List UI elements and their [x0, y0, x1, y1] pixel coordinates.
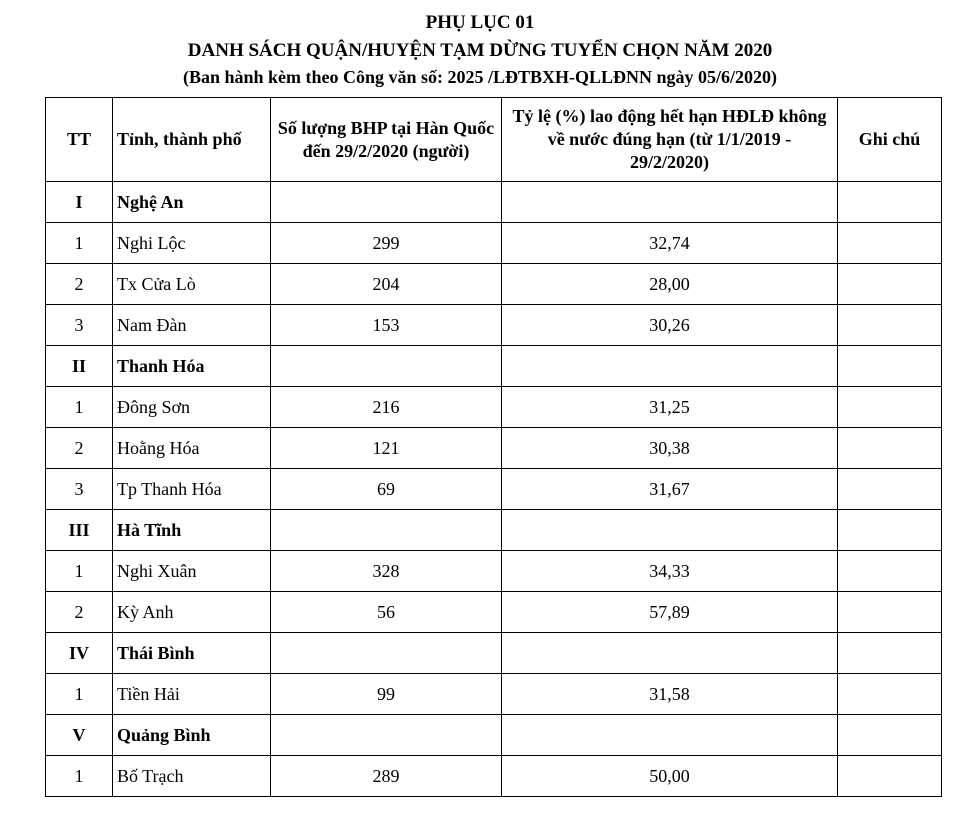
province-name: Hà Tĩnh [113, 510, 271, 551]
row-number: 1 [46, 756, 113, 797]
district-row [46, 264, 942, 305]
district-row [46, 592, 942, 633]
province-name: Nghệ An [113, 182, 271, 223]
row-number: 3 [46, 305, 113, 346]
group-number: I [46, 182, 113, 223]
overstay-rate: 32,74 [502, 223, 838, 264]
group-rate-cell [502, 510, 838, 551]
district-name: Nghi Xuân [113, 551, 271, 592]
province-name: Thanh Hóa [113, 346, 271, 387]
district-name: Đông Sơn [113, 387, 271, 428]
note-cell [838, 674, 942, 715]
worker-count: 121 [271, 428, 502, 469]
row-number: 1 [46, 674, 113, 715]
table-body [46, 182, 942, 797]
province-name: Thái Bình [113, 633, 271, 674]
worker-count: 289 [271, 756, 502, 797]
district-row [46, 551, 942, 592]
group-note-cell [838, 633, 942, 674]
province-name: Quảng Bình [113, 715, 271, 756]
worker-count: 69 [271, 469, 502, 510]
district-name: Bố Trạch [113, 756, 271, 797]
group-note-cell [838, 346, 942, 387]
overstay-rate: 28,00 [502, 264, 838, 305]
overstay-rate: 57,89 [502, 592, 838, 633]
province-group-row [46, 633, 942, 674]
group-workers-cell [271, 510, 502, 551]
district-name: Tiền Hải [113, 674, 271, 715]
group-note-cell [838, 182, 942, 223]
issuance-note: (Ban hành kèm theo Công văn số: 2025 /LĐTBXH-QLLĐNN ngày 05/6/2020) [182, 67, 778, 87]
worker-count: 153 [271, 305, 502, 346]
province-group-row [46, 715, 942, 756]
group-note-cell [838, 510, 942, 551]
district-name: Kỳ Anh [113, 592, 271, 633]
note-cell [838, 387, 942, 428]
district-name: Tp Thanh Hóa [113, 469, 271, 510]
group-number: III [46, 510, 113, 551]
province-group-row [46, 346, 942, 387]
document-subtitle: DANH SÁCH QUẬN/HUYỆN TẠM DỪNG TUYỂN CHỌN NĂM 2020 [187, 40, 773, 61]
table-header-row [46, 98, 942, 182]
note-cell [838, 428, 942, 469]
province-group-row [46, 182, 942, 223]
row-number: 2 [46, 264, 113, 305]
row-number: 3 [46, 469, 113, 510]
province-group-row [46, 510, 942, 551]
row-number: 1 [46, 223, 113, 264]
district-row [46, 387, 942, 428]
worker-count: 328 [271, 551, 502, 592]
overstay-rate: 31,67 [502, 469, 838, 510]
header-tt: TT [46, 98, 113, 182]
group-number: II [46, 346, 113, 387]
district-name: Tx Cửa Lò [113, 264, 271, 305]
header-province: Tỉnh, thành phố [113, 98, 271, 182]
group-rate-cell [502, 182, 838, 223]
overstay-rate: 31,25 [502, 387, 838, 428]
note-cell [838, 305, 942, 346]
header-rate: Tỷ lệ (%) lao động hết hạn HĐLĐ không về nước đúng hạn (từ 1/1/2019 - 29/2/2020) [502, 98, 838, 182]
header-note: Ghi chú [838, 98, 942, 182]
row-number: 2 [46, 428, 113, 469]
district-row [46, 305, 942, 346]
note-cell [838, 469, 942, 510]
note-cell [838, 551, 942, 592]
group-workers-cell [271, 182, 502, 223]
group-number: V [46, 715, 113, 756]
group-workers-cell [271, 346, 502, 387]
district-name: Nghi Lộc [113, 223, 271, 264]
overstay-rate: 30,26 [502, 305, 838, 346]
district-name: Hoằng Hóa [113, 428, 271, 469]
row-number: 2 [46, 592, 113, 633]
group-note-cell [838, 715, 942, 756]
header-workers: Số lượng BHP tại Hàn Quốc đến 29/2/2020 (người) [271, 98, 502, 182]
group-rate-cell [502, 633, 838, 674]
overstay-rate: 30,38 [502, 428, 838, 469]
note-cell [838, 592, 942, 633]
group-workers-cell [271, 715, 502, 756]
district-list-table [45, 97, 942, 797]
district-row [46, 756, 942, 797]
row-number: 1 [46, 387, 113, 428]
group-rate-cell [502, 715, 838, 756]
note-cell [838, 223, 942, 264]
overstay-rate: 34,33 [502, 551, 838, 592]
group-rate-cell [502, 346, 838, 387]
group-workers-cell [271, 633, 502, 674]
overstay-rate: 50,00 [502, 756, 838, 797]
district-row [46, 674, 942, 715]
district-name: Nam Đàn [113, 305, 271, 346]
note-cell [838, 756, 942, 797]
worker-count: 99 [271, 674, 502, 715]
appendix-title: PHỤ LỤC 01 [425, 12, 535, 33]
worker-count: 204 [271, 264, 502, 305]
worker-count: 299 [271, 223, 502, 264]
worker-count: 216 [271, 387, 502, 428]
district-row [46, 428, 942, 469]
worker-count: 56 [271, 592, 502, 633]
district-row [46, 223, 942, 264]
group-number: IV [46, 633, 113, 674]
overstay-rate: 31,58 [502, 674, 838, 715]
row-number: 1 [46, 551, 113, 592]
note-cell [838, 264, 942, 305]
district-row [46, 469, 942, 510]
